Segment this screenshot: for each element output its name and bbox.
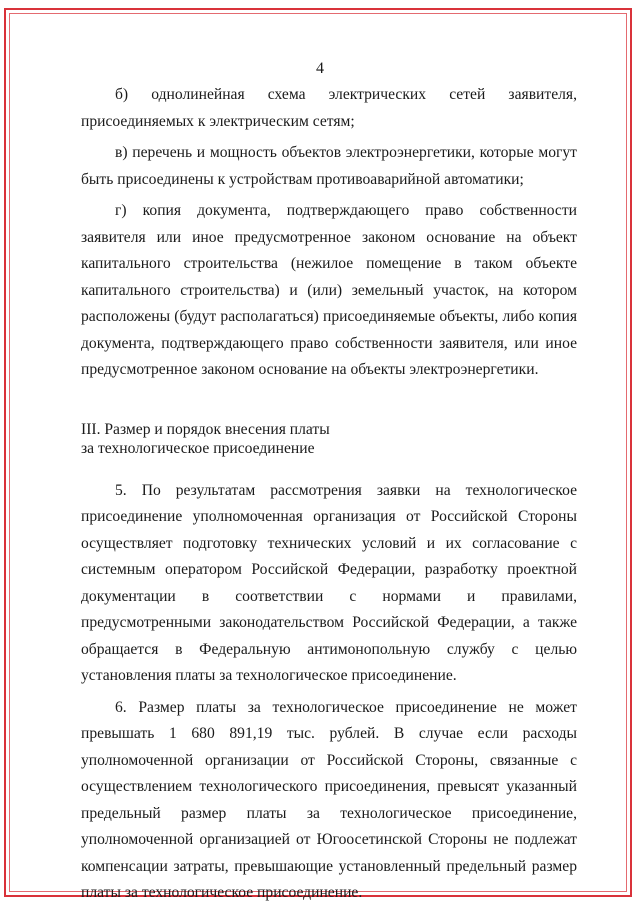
clause-5: 5. По результатам рассмотрения заявки на технологическое присоединение уполномоченная организация от Российской Стороны осуществляет подготовку технических условий и их согласование с системным оператором Российской Федерации, разработку проектной документации в соответствии с нормами и правилами, предусмотренными законодательством Российской Федерации, а также обращается в Федеральную антимонопольную службу с целью установления платы за технологическое присоединение.	[81, 481, 577, 684]
section-heading	[81, 420, 577, 458]
section-title-line2: за технологическое присоединение	[81, 439, 315, 457]
paragraph-v: в) перечень и мощность объектов электроэнергетики, которые могут быть присоединены к устройствам противоаварийной автоматики;	[81, 144, 577, 188]
section-title-line1: III. Размер и порядок внесения платы	[81, 420, 330, 438]
document-body	[81, 82, 577, 907]
paragraph-g: г) копия документа, подтверждающего право собственности заявителя или иное предусмотренное законом основание на объект капитального строительства (нежилое помещение в таком объекте капитального строительства) и (или) земельный участок, на котором расположены (будут располагаться) присоединяемые объекты, либо копия документа, подтверждающего право собственности заявителя, или иное предусмотренное законом основание на объекты электроэнергетики.	[81, 202, 577, 378]
paragraph-b: б) однолинейная схема электрических сетей заявителя, присоединяемых к электрическим сетям;	[81, 86, 577, 130]
clause-6: 6. Размер платы за технологическое присоединение не может превышать 1 680 891,19 тыс. рублей. В случае если расходы уполномоченной организации от Российской Стороны, связанные с осуществлением технологического присоединения, превысят указанный предельный размер платы за технологическое присоединение, уполномоченной организацией от Югоосетинской Стороны не подлежат компенсации затраты, превышающие установленный предельный размер платы за технологическое присоединение.	[81, 698, 577, 901]
page-number: 4	[316, 60, 324, 77]
